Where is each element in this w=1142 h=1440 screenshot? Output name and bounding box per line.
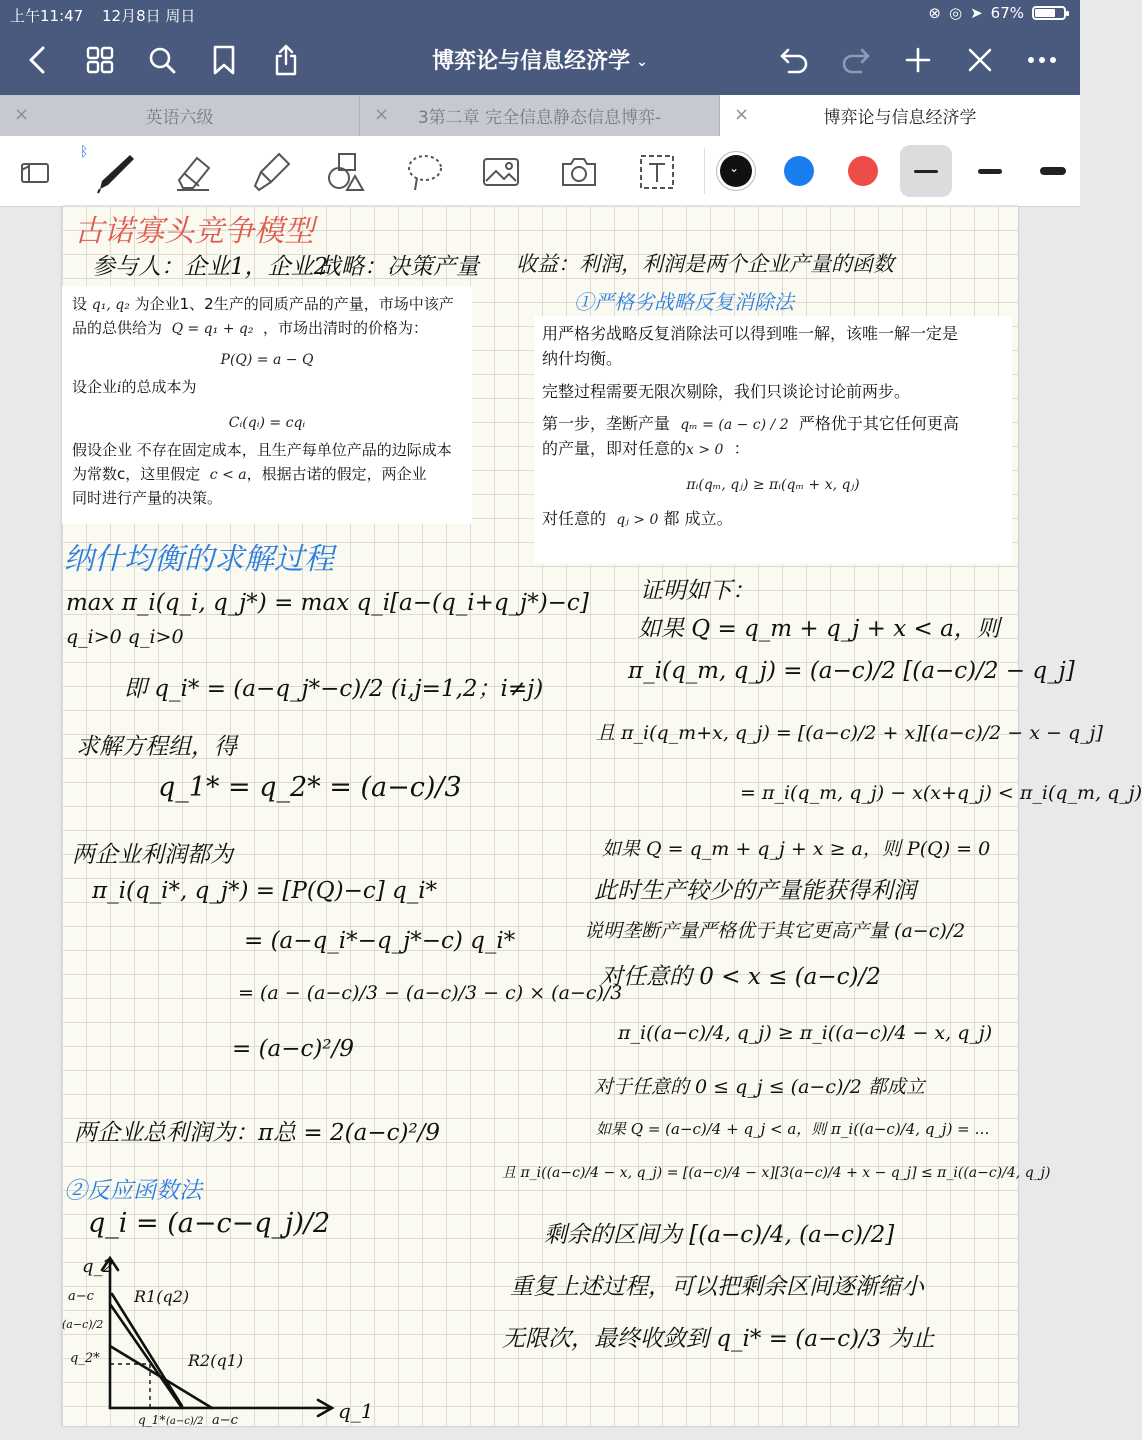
graph-x-tick: q_1* (138, 1413, 166, 1427)
graph-x-axis-label: q_1 (338, 1399, 374, 1423)
text-fragment: 的产量，即对任意的 (542, 439, 687, 459)
formula: Cᵢ(qᵢ) = cqᵢ (228, 414, 306, 431)
close-tab-icon[interactable]: × (734, 104, 750, 125)
tab-bar (0, 95, 1080, 136)
shape-tool[interactable] (322, 149, 368, 195)
tab-english[interactable] (0, 95, 360, 136)
camera-tool[interactable] (556, 149, 602, 195)
battery-percent: 67% (990, 4, 1024, 22)
bluetooth-icon: ᛒ (80, 144, 89, 160)
text-fragment: ，市场出清时的价格为： (263, 319, 429, 338)
handwritten-line: 对任意的 0 < x ≤ (a−c)/2 (600, 964, 881, 990)
graph-x-tick: a−c (212, 1413, 238, 1428)
formula: i (117, 380, 122, 397)
text-line: 同时进行产量的决策。 (72, 489, 223, 508)
handwritten-line: = π_i(q_m, q_j) − x(x+q_j) < π_i(q_m, q_j) (740, 782, 1142, 804)
drawing-toolbar (0, 136, 1080, 207)
pen-icon (92, 149, 138, 195)
stroke-thin-icon (914, 170, 938, 173)
handwritten-line: 如果 Q = q_m + q_j + x ≥ a，则 P(Q) = 0 (602, 838, 991, 860)
text-line: 完整过程需要无限次剔除，我们只谈论讨论前两步。 (542, 381, 911, 401)
handwritten-line: 即 q_i* = (a−q_j*−c)/2 (i,j=1,2；i≠j) (124, 676, 544, 702)
image-icon (481, 154, 521, 190)
status-date: 12月8日 周日 (102, 7, 196, 25)
note-strategy: 战略：决策产量 (318, 254, 479, 280)
textbook-excerpt-left (62, 286, 472, 524)
more-button[interactable] (1020, 38, 1064, 82)
reaction-formula: q_i = (a−c−q_j)/2 (88, 1208, 331, 1239)
handwritten-line: = (a−q_i*−q_j*−c) q_i* (244, 928, 516, 954)
color-blue[interactable] (784, 156, 814, 186)
nav-bar (0, 28, 1080, 95)
handwritten-line: π_i((a−c)/4, q_j) ≥ π_i((a−c)/4 − x, q_j) (618, 1022, 993, 1044)
textbook-excerpt-right (534, 316, 1012, 564)
reaction-heading: ②反应函数法 (64, 1178, 202, 1204)
toolbar-divider (704, 148, 705, 194)
handwritten-line: = (a−c)²/9 (232, 1036, 354, 1062)
formula: P(Q) = a − Q (220, 351, 314, 368)
plus-icon (905, 47, 931, 73)
formula: Q = q₁ + q₂ (171, 321, 254, 338)
graph-y-axis-label: q_2 (82, 1256, 114, 1277)
handwritten-line: 两企业利润都为 (72, 842, 233, 868)
graph-curve-label: R1(q2) (134, 1287, 190, 1306)
text-icon (637, 152, 677, 192)
text-fragment: 的总成本为 (121, 378, 197, 397)
handwritten-line: q_1* = q_2* = (a−c)/3 (158, 772, 462, 803)
text-line: 用严格劣战略反复消除法可以得到唯一解，该唯一解一定是 (542, 324, 959, 343)
location-icon: ➤ (970, 4, 983, 22)
text-fragment: 严格优于其它任何更高 (798, 414, 959, 434)
battery-icon (1032, 6, 1066, 20)
note-title: 古诺寡头竞争模型 (74, 214, 314, 249)
note-page[interactable] (62, 206, 1142, 1428)
handwritten-line: 无限次，最终收敛到 q_i* = (a−c)/3 为止 (502, 1326, 935, 1352)
chevron-down-icon: ⌄ (729, 161, 740, 175)
status-bar (0, 0, 1080, 28)
formula: q₁, q₂ (91, 297, 130, 313)
link-icon: ⊗ (928, 4, 941, 22)
stroke-thick-button[interactable] (1040, 167, 1066, 175)
handwritten-line: = (a − (a−c)/3 − (a−c)/3 − c) × (a−c)/3 (238, 982, 623, 1004)
eraser-tool[interactable] (170, 149, 216, 195)
handwritten-line: 且 π_i((a−c)/4 − x, q_j) = [(a−c)/4 − x][3(a−c)/4 + x − q_j] ≤ π_i((a−c)/4, q_j) (502, 1165, 1051, 1181)
stroke-medium-button[interactable] (978, 169, 1002, 174)
formula: c < a (209, 466, 247, 483)
tab-game-theory[interactable] (720, 95, 1080, 136)
read-mode-button[interactable] (12, 149, 58, 195)
read-mode-icon (19, 158, 51, 186)
handwritten-line: 此时生产较少的产量能获得利润 (594, 878, 916, 904)
color-black[interactable] (720, 155, 752, 187)
handwritten-line: q_i>0 q_i>0 (66, 626, 184, 648)
text-line: 假设企业 不存在固定成本，且生产每单位产品的边际成本 (72, 440, 452, 459)
shapes-icon (323, 150, 367, 194)
handwritten-line: 两企业总利润为：π总 = 2(a−c)²/9 (74, 1120, 441, 1146)
formula: qⱼ > 0 (616, 511, 659, 528)
graph-curve-label: R2(q1) (188, 1351, 244, 1370)
handwritten-line: 重复上述过程，可以把剩余区间逐渐缩小 (510, 1274, 924, 1300)
camera-icon (559, 154, 599, 190)
formula: πᵢ(qₘ, qⱼ) ≥ πᵢ(qₘ + x, qⱼ) (686, 476, 860, 493)
undo-button[interactable] (772, 38, 816, 82)
close-editing-button[interactable] (958, 38, 1002, 82)
reaction-function-graph (62, 1246, 402, 1426)
text-fragment: ，根据古诺的假定，两企业 (246, 464, 427, 483)
handwritten-line: 对于任意的 0 ≤ q_j ≤ (a−c)/2 都成立 (594, 1076, 925, 1098)
note-method-label: ①严格劣战略反复消除法 (574, 290, 794, 314)
note-players: 参与人：企业1，企业2 (92, 254, 329, 280)
tab-label: 博弈论与信息经济学 (823, 108, 977, 128)
image-tool[interactable] (478, 149, 524, 195)
close-tab-icon[interactable]: × (14, 104, 30, 125)
tab-label: 3第二章 完全信息静态信息博弈- (417, 108, 662, 128)
graph-x-tick: (a−c)/2 (166, 1416, 204, 1427)
text-line: 纳什均衡。 (542, 348, 623, 368)
undo-icon (779, 47, 809, 73)
text-fragment: 第一步，垄断产量 (542, 414, 671, 434)
text-fragment: 设 (72, 295, 88, 313)
status-time: 上午11:47 (10, 7, 84, 25)
text-fragment: 对任意的 (542, 508, 607, 528)
handwritten-line: 如果 Q = q_m + q_j + x < a，则 (638, 616, 1000, 642)
handwritten-line: max π_i(q_i, q_j*) = max q_i[a−(q_i+q_j*)−c] (66, 590, 589, 616)
handwritten-line: 剩余的区间为 [(a−c)/4, (a−c)/2] (544, 1222, 895, 1248)
text-fragment: 都 成立。 (663, 508, 733, 528)
redo-icon (841, 47, 871, 73)
color-red[interactable] (848, 156, 878, 186)
handwritten-line: 证明如下： (640, 578, 755, 604)
tab-chapter2[interactable] (360, 95, 720, 136)
eraser-icon (171, 150, 215, 194)
text-fragment: 为常数c，这里假定 (72, 464, 201, 483)
add-page-button[interactable] (896, 38, 940, 82)
graph-y-tick: q_2* (70, 1351, 100, 1366)
text-fragment: 为企业1、2生产的同质产品的产量，市场中该产 (134, 295, 454, 313)
pen-close-icon (967, 47, 993, 73)
more-icon (1027, 56, 1057, 64)
formula: qₘ = (a − c) / 2 (680, 417, 789, 434)
lasso-tool[interactable] (402, 149, 448, 195)
graph-y-tick: a−c (68, 1289, 94, 1304)
handwritten-line: π_i(q_i*, q_j*) = [P(Q)−c] q_i* (92, 878, 438, 904)
close-tab-icon[interactable]: × (374, 104, 390, 125)
handwritten-line: 说明垄断产量严格优于其它更高产量 (a−c)/2 (584, 920, 966, 942)
handwritten-line: 如果 Q = (a−c)/4 + q_j < a，则 π_i((a−c)/4, q_j) = … (596, 1120, 990, 1138)
top-bar (0, 0, 1080, 95)
handwritten-line: π_i(q_m, q_j) = (a−c)/2 [(a−c)/2 − q_j] (628, 658, 1075, 684)
lasso-icon (403, 150, 447, 194)
equilibrium-heading: 纳什均衡的求解过程 (64, 542, 334, 577)
text-fragment: 品的总供给为 (72, 319, 163, 338)
orientation-lock-icon: ◎ (948, 4, 963, 22)
tab-label: 英语六级 (145, 108, 214, 128)
redo-button[interactable] (834, 38, 878, 82)
text-fragment: ： (733, 439, 750, 459)
chevron-down-icon: ⌄ (636, 54, 648, 70)
pen-tool[interactable] (92, 149, 138, 195)
text-fragment: 设企业 (72, 378, 118, 397)
text-tool[interactable] (634, 149, 680, 195)
highlighter-icon (249, 150, 293, 194)
handwritten-line: 且 π_i(q_m+x, q_j) = [(a−c)/2 + x][(a−c)/2 − x − q_j] (596, 722, 1103, 744)
document-title-text: 博弈论与信息经济学 (432, 49, 631, 74)
note-payoff: 收益：利润，利润是两个企业产量的函数 (516, 252, 894, 276)
formula: x > 0 (686, 442, 724, 459)
handwritten-line: 求解方程组，得 (76, 734, 237, 760)
graph-y-tick: (a−c)/2 (62, 1318, 104, 1331)
highlighter-tool[interactable] (248, 149, 294, 195)
